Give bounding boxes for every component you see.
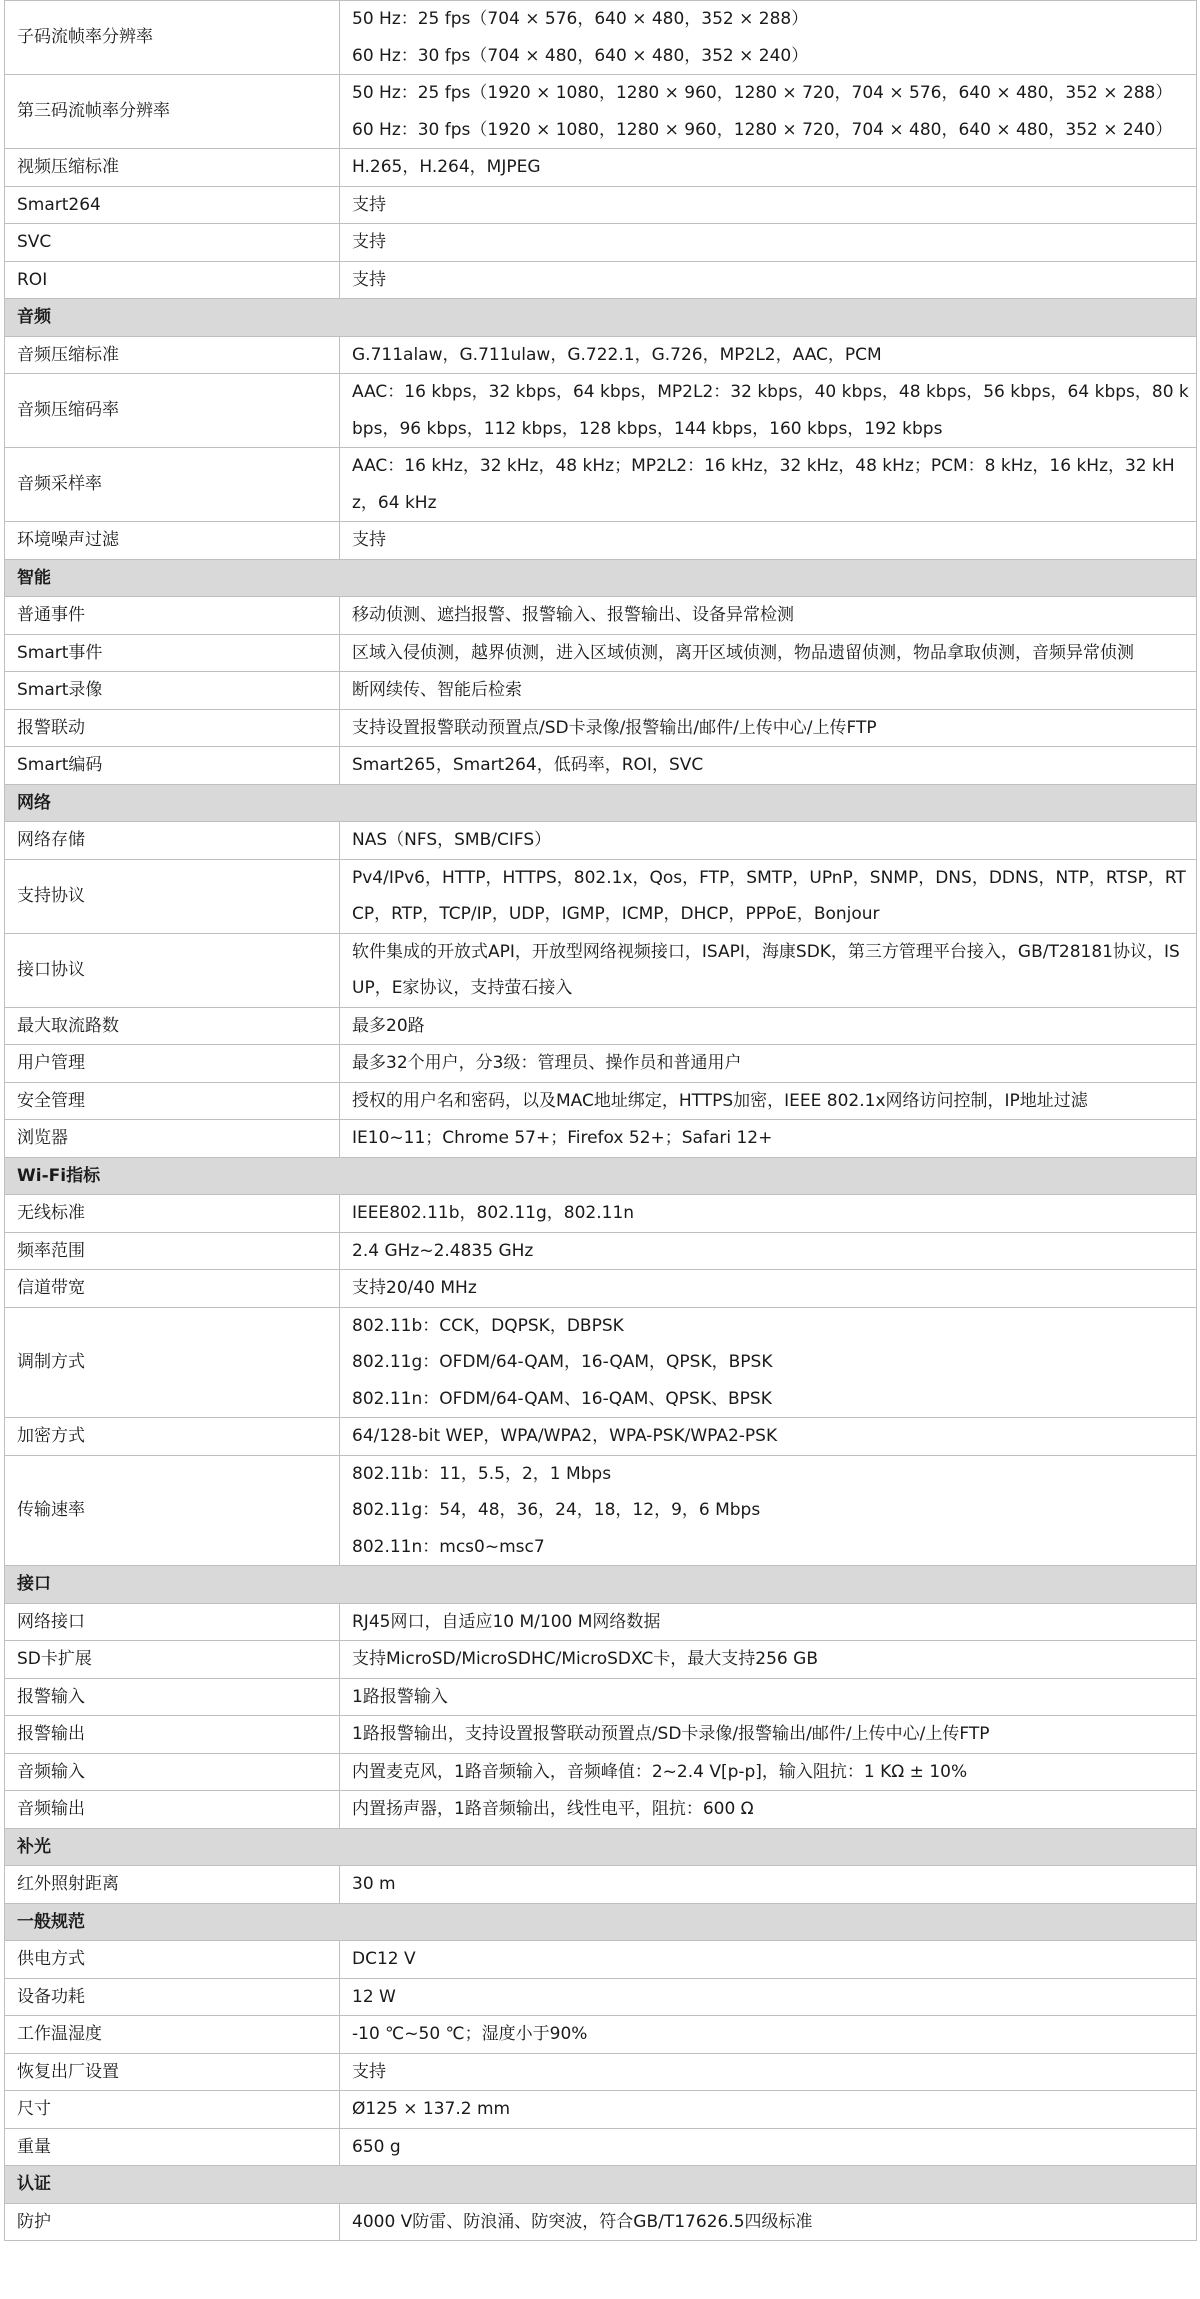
spec-value-line: 650 g [352, 2136, 401, 2157]
spec-label: 传输速率 [5, 1455, 340, 1566]
spec-row [5, 1716, 1197, 1754]
spec-value-line: 区域入侵侦测，越界侦测，进入区域侦测，离开区域侦测，物品遗留侦测，物品拿取侦测，音频异常侦测 [352, 642, 1134, 663]
spec-value [340, 224, 1197, 262]
spec-label: 加密方式 [5, 1418, 340, 1456]
spec-label: SD卡扩展 [5, 1641, 340, 1679]
section-header-row [5, 1903, 1197, 1941]
spec-value [340, 2091, 1197, 2129]
spec-value-line: 802.11g：OFDM/64-QAM，16-QAM，QPSK，BPSK [352, 1352, 773, 1372]
spec-value-line: 50 Hz：25 fps（704 × 576，640 × 480，352 × 288） [352, 9, 809, 29]
spec-value [340, 1418, 1197, 1456]
spec-value [340, 1791, 1197, 1829]
spec-row [5, 2128, 1197, 2166]
spec-value-line: AAC：16 kHz，32 kHz，48 kHz；MP2L2：16 kHz，32 kHz，48 kHz；PCM：8 kHz，16 kHz，32 kHz，64 kHz [352, 456, 1175, 513]
spec-value [340, 709, 1197, 747]
spec-value-line: 支持 [352, 530, 386, 550]
spec-label: 用户管理 [5, 1045, 340, 1083]
spec-row [5, 2016, 1197, 2054]
section-title: 网络 [5, 784, 1197, 822]
spec-value-line: 802.11n：mcs0~msc7 [352, 1536, 545, 1557]
spec-label: 调制方式 [5, 1307, 340, 1418]
spec-label: ROI [5, 261, 340, 299]
spec-row [5, 634, 1197, 672]
section-title: 认证 [5, 2166, 1197, 2204]
spec-value-line: 支持 [352, 232, 386, 252]
spec-value-line: 64/128-bit WEP，WPA/WPA2，WPA-PSK/WPA2-PSK [352, 1426, 778, 1446]
spec-row [5, 1120, 1197, 1158]
spec-value [340, 634, 1197, 672]
spec-value-line: NAS（NFS，SMB/CIFS） [352, 830, 552, 850]
spec-label: 支持协议 [5, 859, 340, 933]
spec-value [340, 2128, 1197, 2166]
spec-value-line: 2.4 GHz~2.4835 GHz [352, 1240, 534, 1261]
spec-label: 重量 [5, 2128, 340, 2166]
spec-label: 报警联动 [5, 709, 340, 747]
spec-value [340, 1232, 1197, 1270]
spec-row [5, 1007, 1197, 1045]
spec-value-line: 最多32个用户，分3级：管理员、操作员和普通用户 [352, 1053, 742, 1073]
spec-value-line: 802.11g：54，48，36，24，18，12，9，6 Mbps [352, 1500, 761, 1520]
spec-row [5, 186, 1197, 224]
section-header-row [5, 1566, 1197, 1604]
spec-row [5, 747, 1197, 785]
spec-row [5, 149, 1197, 187]
spec-value-line: 授权的用户名和密码，以及MAC地址绑定，HTTPS加密，IEEE 802.1x网络访问控制，IP地址过滤 [352, 1090, 1088, 1111]
section-header-row [5, 1828, 1197, 1866]
spec-row [5, 933, 1197, 1007]
spec-table [4, 0, 1197, 2241]
spec-value-line: IE10~11；Chrome 57+；Firefox 52+；Safari 12+ [352, 1128, 773, 1148]
spec-value [340, 75, 1197, 149]
spec-row [5, 672, 1197, 710]
spec-row [5, 597, 1197, 635]
spec-label: 无线标准 [5, 1195, 340, 1233]
spec-label: 网络存储 [5, 822, 340, 860]
spec-value [340, 1678, 1197, 1716]
spec-value [340, 186, 1197, 224]
section-header-row [5, 299, 1197, 337]
section-title: 音频 [5, 299, 1197, 337]
spec-label: Smart录像 [5, 672, 340, 710]
spec-value [340, 1007, 1197, 1045]
spec-value-line: 802.11n：OFDM/64-QAM、16-QAM、QPSK、BPSK [352, 1388, 772, 1409]
spec-value [340, 1716, 1197, 1754]
spec-row [5, 1791, 1197, 1829]
spec-value-line: Pv4/IPv6，HTTP，HTTPS，802.1x，Qos，FTP，SMTP，UPnP，SNMP，DNS，DDNS，NTP，RTSP，RTCP，RTP，TCP/IP，UDP，IGMP，ICMP，DHCP，PPPoE，Bonjour [352, 867, 1186, 924]
spec-label: 浏览器 [5, 1120, 340, 1158]
spec-label: 音频压缩码率 [5, 374, 340, 448]
spec-value-line: 802.11b：CCK，DQPSK，DBPSK [352, 1315, 624, 1336]
spec-value-line: RJ45网口，自适应10 M/100 M网络数据 [352, 1611, 661, 1632]
spec-value [340, 2016, 1197, 2054]
spec-value [340, 1195, 1197, 1233]
spec-value-line: 4000 V防雷、防浪涌、防突波，符合GB/T17626.5四级标准 [352, 2211, 813, 2232]
section-title: 接口 [5, 1566, 1197, 1604]
spec-row [5, 336, 1197, 374]
spec-row [5, 822, 1197, 860]
spec-label: 恢复出厂设置 [5, 2053, 340, 2091]
spec-row [5, 1307, 1197, 1418]
spec-row [5, 2053, 1197, 2091]
spec-value [340, 672, 1197, 710]
spec-value-line: 1路报警输入 [352, 1686, 448, 1707]
spec-label: 子码流帧率分辨率 [5, 1, 340, 75]
spec-label: 报警输出 [5, 1716, 340, 1754]
spec-value [340, 1, 1197, 75]
section-header-row [5, 1157, 1197, 1195]
spec-row [5, 1, 1197, 75]
spec-value [340, 448, 1197, 522]
spec-value [340, 859, 1197, 933]
spec-label: Smart编码 [5, 747, 340, 785]
spec-row [5, 1753, 1197, 1791]
spec-row [5, 224, 1197, 262]
spec-label: 最大取流路数 [5, 1007, 340, 1045]
spec-value-line: -10 ℃~50 ℃；湿度小于90% [352, 2024, 588, 2044]
spec-value-line: 30 m [352, 1874, 396, 1894]
spec-label: Smart264 [5, 186, 340, 224]
spec-value [340, 1307, 1197, 1418]
spec-row [5, 522, 1197, 560]
spec-value [340, 822, 1197, 860]
spec-label: Smart事件 [5, 634, 340, 672]
spec-label: 环境噪声过滤 [5, 522, 340, 560]
spec-value [340, 933, 1197, 1007]
spec-value-line: DC12 V [352, 1949, 416, 1969]
spec-row [5, 1045, 1197, 1083]
spec-value-line: 802.11b：11，5.5，2，1 Mbps [352, 1463, 612, 1484]
spec-value-line: 60 Hz：30 fps（1920 × 1080，1280 × 960，1280 × 720，704 × 480，640 × 480，352 × 240） [352, 119, 1173, 140]
spec-label: 防护 [5, 2203, 340, 2241]
spec-label: 音频采样率 [5, 448, 340, 522]
spec-row [5, 1082, 1197, 1120]
spec-label: 报警输入 [5, 1678, 340, 1716]
spec-row [5, 1678, 1197, 1716]
spec-value-line: 最多20路 [352, 1015, 425, 1036]
spec-row [5, 1270, 1197, 1308]
spec-label: 第三码流帧率分辨率 [5, 75, 340, 149]
spec-row [5, 374, 1197, 448]
spec-value-line: Smart265，Smart264，低码率，ROI，SVC [352, 755, 704, 775]
spec-value-line: 断网续传、智能后检索 [352, 680, 522, 700]
spec-label: 尺寸 [5, 2091, 340, 2129]
spec-label: 视频压缩标准 [5, 149, 340, 187]
spec-row [5, 1866, 1197, 1904]
spec-label: 红外照射距离 [5, 1866, 340, 1904]
spec-row [5, 859, 1197, 933]
spec-value [340, 1941, 1197, 1979]
spec-row [5, 2203, 1197, 2241]
spec-label: SVC [5, 224, 340, 262]
spec-label: 音频输出 [5, 1791, 340, 1829]
spec-label: 信道带宽 [5, 1270, 340, 1308]
spec-value-line: 1路报警输出，支持设置报警联动预置点/SD卡录像/报警输出/邮件/上传中心/上传FTP [352, 1724, 990, 1744]
spec-value [340, 1978, 1197, 2016]
spec-value-line: 支持 [352, 269, 386, 290]
spec-value-line: 50 Hz：25 fps（1920 × 1080，1280 × 960，1280 × 720，704 × 576，640 × 480，352 × 288） [352, 83, 1173, 103]
spec-value [340, 336, 1197, 374]
spec-label: 接口协议 [5, 933, 340, 1007]
spec-label: 设备功耗 [5, 1978, 340, 2016]
spec-value-line: H.265，H.264，MJPEG [352, 157, 541, 177]
spec-row [5, 1641, 1197, 1679]
section-title: Wi-Fi指标 [5, 1157, 1197, 1195]
spec-value-line: 内置麦克风，1路音频输入，音频峰值：2~2.4 V[p-p]，输入阻抗：1 KΩ ± 10% [352, 1761, 968, 1782]
spec-label: 频率范围 [5, 1232, 340, 1270]
spec-label: 工作温湿度 [5, 2016, 340, 2054]
spec-value [340, 374, 1197, 448]
section-header-row [5, 559, 1197, 597]
spec-label: 音频压缩标准 [5, 336, 340, 374]
spec-row [5, 448, 1197, 522]
spec-label: 普通事件 [5, 597, 340, 635]
spec-row [5, 1978, 1197, 2016]
spec-row [5, 1455, 1197, 1566]
spec-value-line: IEEE802.11b，802.11g，802.11n [352, 1203, 635, 1223]
spec-label: 音频输入 [5, 1753, 340, 1791]
spec-value-line: AAC：16 kbps，32 kbps，64 kbps，MP2L2：32 kbps，40 kbps，48 kbps，56 kbps，64 kbps，80 kbps，96 kbps，112 kbps，128 kbps，144 kbps，160 kbps，192 kbps [352, 382, 1189, 439]
spec-value [340, 261, 1197, 299]
spec-value-line: 支持 [352, 2061, 386, 2082]
spec-row [5, 709, 1197, 747]
spec-value-line: 移动侦测、遮挡报警、报警输入、报警输出、设备异常检测 [352, 605, 794, 625]
spec-table-body [5, 1, 1197, 2241]
spec-value [340, 747, 1197, 785]
spec-value [340, 1120, 1197, 1158]
section-header-row [5, 2166, 1197, 2204]
spec-label: 网络接口 [5, 1603, 340, 1641]
spec-value [340, 1270, 1197, 1308]
spec-value [340, 2053, 1197, 2091]
spec-value [340, 522, 1197, 560]
spec-value-line: 12 W [352, 1986, 396, 2007]
spec-value [340, 1082, 1197, 1120]
spec-value [340, 1753, 1197, 1791]
spec-value [340, 1866, 1197, 1904]
spec-row [5, 1603, 1197, 1641]
spec-value-line: 支持 [352, 194, 386, 215]
spec-label: 安全管理 [5, 1082, 340, 1120]
spec-value-line: 内置扬声器，1路音频输出，线性电平，阻抗：600 Ω [352, 1799, 754, 1819]
spec-value [340, 149, 1197, 187]
spec-value-line: G.711alaw，G.711ulaw，G.722.1，G.726，MP2L2，AAC，PCM [352, 344, 882, 365]
spec-row [5, 2091, 1197, 2129]
spec-value-line: 支持MicroSD/MicroSDHC/MicroSDXC卡，最大支持256 GB [352, 1649, 818, 1669]
section-title: 补光 [5, 1828, 1197, 1866]
spec-value-line: 60 Hz：30 fps（704 × 480，640 × 480，352 × 240） [352, 45, 809, 66]
spec-value-line: 支持设置报警联动预置点/SD卡录像/报警输出/邮件/上传中心/上传FTP [352, 717, 877, 738]
spec-value [340, 1455, 1197, 1566]
spec-row [5, 1418, 1197, 1456]
spec-row [5, 75, 1197, 149]
spec-value [340, 597, 1197, 635]
spec-value [340, 1641, 1197, 1679]
spec-row [5, 1195, 1197, 1233]
spec-label: 供电方式 [5, 1941, 340, 1979]
spec-value [340, 1045, 1197, 1083]
spec-row [5, 1232, 1197, 1270]
spec-row [5, 261, 1197, 299]
spec-value-line: 支持20/40 MHz [352, 1278, 477, 1298]
spec-value-line: Ø125 × 137.2 mm [352, 2099, 511, 2119]
spec-value [340, 1603, 1197, 1641]
spec-value [340, 2203, 1197, 2241]
section-title: 一般规范 [5, 1903, 1197, 1941]
section-header-row [5, 784, 1197, 822]
spec-row [5, 1941, 1197, 1979]
spec-value-line: 软件集成的开放式API，开放型网络视频接口，ISAPI，海康SDK，第三方管理平台接入，GB/T28181协议，ISUP，E家协议，支持萤石接入 [352, 941, 1180, 998]
section-title: 智能 [5, 559, 1197, 597]
